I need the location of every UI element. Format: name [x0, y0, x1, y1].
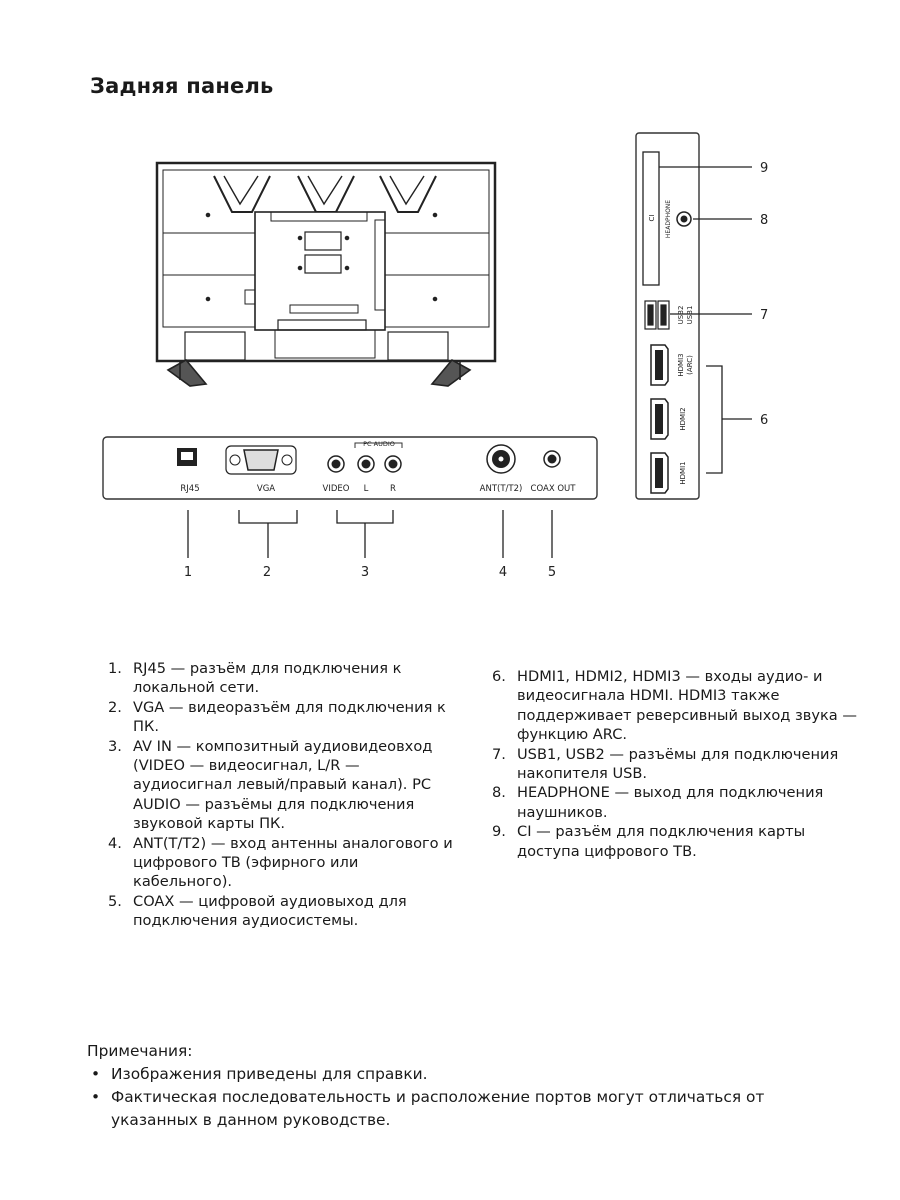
- antenna-port-icon: [487, 445, 515, 473]
- ant-label: ANT(T/T2): [479, 484, 523, 494]
- vga-port-icon: [226, 446, 296, 474]
- list-item-number: 7.: [492, 745, 506, 763]
- list-item-number: 6.: [492, 668, 506, 685]
- vga-label: VGA: [256, 484, 276, 494]
- hdmi3-label: HDMI3: [677, 353, 685, 377]
- side-connector-panel: [636, 133, 699, 499]
- list-item-text: HEADPHONE — выход для подключения наушников.: [517, 784, 824, 821]
- tv-back-illustration: [157, 163, 495, 386]
- hdmi3-port-icon: [651, 345, 668, 385]
- side-callout-lines: [659, 167, 752, 473]
- audio-l-jack-icon: [358, 456, 374, 472]
- callout-8: 8: [760, 213, 769, 228]
- usb1-label: USB1: [686, 305, 694, 325]
- rj45-label: RJ45: [180, 484, 200, 494]
- list-item-text: USB1, USB2 — разъёмы для подключения накопителя USB.: [517, 745, 839, 783]
- page-title: Задняя панель: [90, 74, 274, 98]
- notes-section: [87, 1040, 847, 1132]
- audio-r-jack-icon: [385, 456, 401, 472]
- list-item: [492, 822, 864, 861]
- bottom-callout-lines: [188, 510, 552, 558]
- list-item-number: 9.: [492, 823, 506, 841]
- callout-3: 3: [360, 565, 370, 580]
- list-item-number: 8.: [492, 784, 506, 802]
- list-item: [492, 667, 864, 745]
- headphone-label: HEADPHONE: [665, 199, 672, 239]
- hdmi2-label: HDMI2: [679, 407, 687, 431]
- list-item-number: 2.: [108, 698, 122, 716]
- hdmi1-label: HDMI1: [679, 461, 687, 485]
- l-label: L: [363, 484, 369, 494]
- video-label: VIDEO: [322, 484, 350, 494]
- list-item-text: VGA — видеоразъём для подключения к ПК.: [133, 698, 446, 736]
- ci-label: CI: [648, 214, 656, 222]
- list-item: [108, 892, 458, 931]
- arc-label: (ARC): [686, 355, 694, 375]
- callout-5: 5: [547, 565, 557, 580]
- list-item-number: 5.: [108, 892, 122, 910]
- usb2-label: USB2: [677, 305, 685, 325]
- callout-1: 1: [183, 565, 193, 580]
- video-jack-icon: [328, 456, 344, 472]
- list-item-number: 3.: [108, 737, 122, 755]
- bottom-connector-panel: [103, 437, 597, 499]
- callout-7: 7: [760, 308, 769, 323]
- list-item-text: HDMI1, HDMI2, HDMI3 — входы аудио- и видеосигнала HDMI. HDMI3 также поддерживает реверсивный выход звука — функцию ARC.: [517, 668, 857, 744]
- coax-jack-icon: [544, 451, 560, 467]
- callout-4: 4: [498, 565, 508, 580]
- list-item-text: ANT(T/T2) — вход антенны аналогового и цифрового ТВ (эфирного или кабельного).: [133, 834, 453, 891]
- pc-audio-label: PC AUDIO: [363, 440, 395, 448]
- rj45-port-icon: [177, 448, 197, 466]
- list-item: [492, 745, 864, 784]
- list-item-text: COAX — цифровой аудиовыход для подключения аудиосистемы.: [133, 892, 407, 930]
- coax-label: COAX OUT: [530, 484, 576, 494]
- hdmi1-port-icon: [651, 453, 668, 493]
- usb-ports-icon: [645, 301, 669, 329]
- list-item-text: CI — разъём для подключения карты доступа цифрового ТВ.: [517, 823, 806, 860]
- list-item-number: 4.: [108, 834, 122, 852]
- list-item: [108, 737, 458, 834]
- hdmi2-port-icon: [651, 399, 668, 439]
- callout-6: 6: [760, 413, 769, 428]
- notes-list: [87, 1063, 847, 1132]
- note-item: • Фактическая последовательность и расположение портов могут отличаться от указанных в данном руководстве.: [87, 1086, 847, 1132]
- note-item: • Изображения приведены для справки.: [87, 1063, 847, 1086]
- list-item: [108, 834, 458, 892]
- headphone-jack-icon: [677, 212, 691, 226]
- r-label: R: [390, 484, 396, 494]
- list-item: [492, 783, 864, 822]
- list-item-number: 1.: [108, 660, 122, 677]
- ports-list-left: [108, 659, 458, 931]
- list-item-text: AV IN — композитный аудиовидеовход (VIDEO — видеосигнал, L/R — аудиосигнал левый/правый канал). PC AUDIO — разъёмы для подключения звуковой карты ПК.: [133, 737, 433, 833]
- callout-9: 9: [760, 161, 769, 176]
- ports-list-right: [492, 667, 864, 861]
- list-item: [108, 659, 458, 698]
- list-item: [108, 698, 458, 737]
- notes-heading: Примечания:: [87, 1042, 193, 1060]
- callout-2: 2: [262, 565, 272, 580]
- list-item-text: RJ45 — разъём для подключения к локальной сети.: [133, 660, 402, 697]
